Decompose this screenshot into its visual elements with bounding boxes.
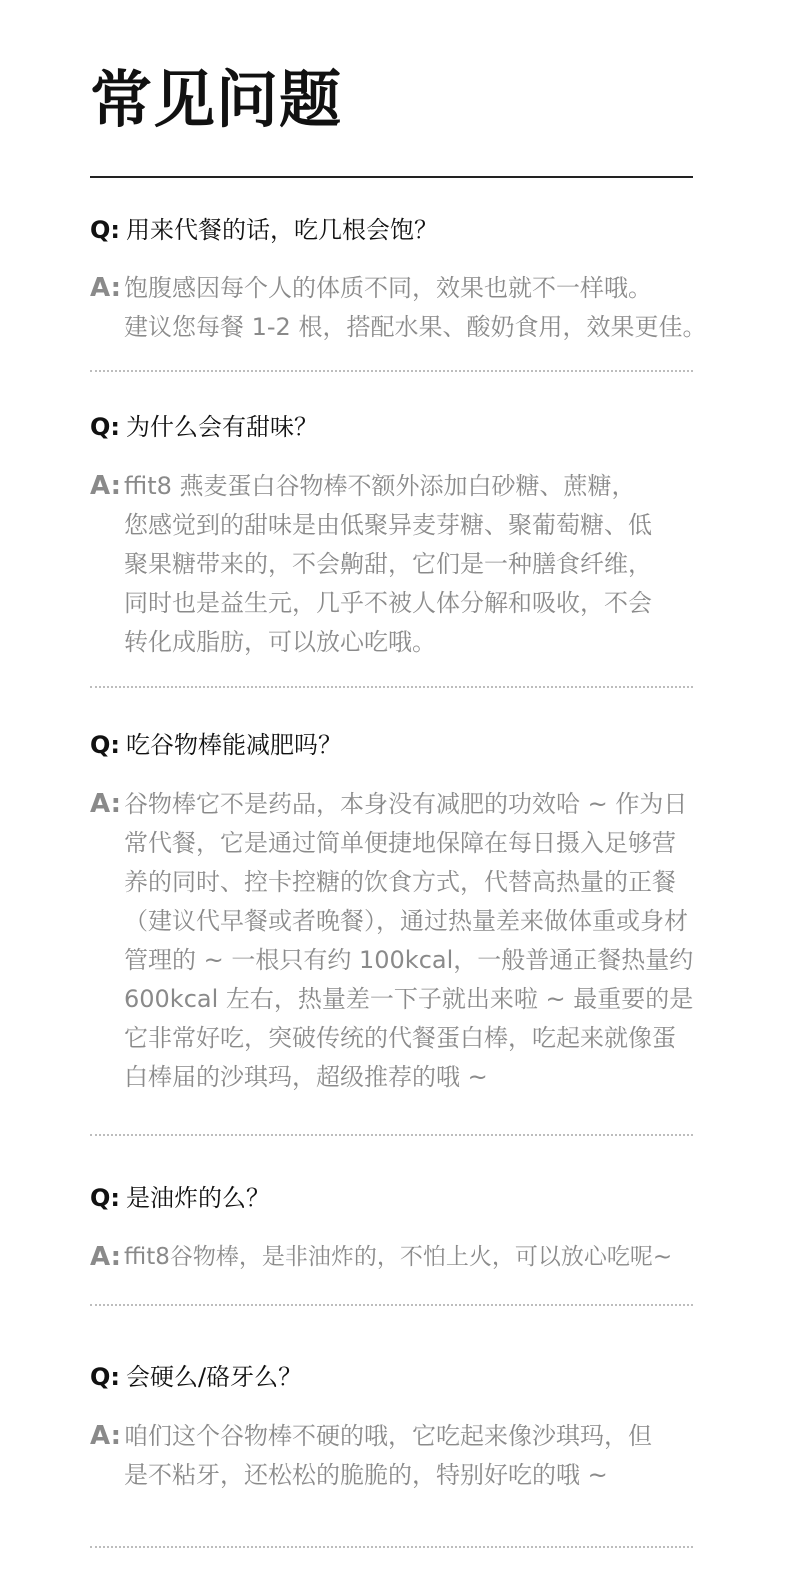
answer-prefix: A: bbox=[90, 471, 122, 501]
answer-line: 白棒届的沙琪玛，超级推荐的哦 ~ bbox=[124, 1063, 488, 1091]
answer-line: 咱们这个谷物棒不硬的哦，它吃起来像沙琪玛，但 bbox=[124, 1422, 652, 1450]
question-prefix: Q: bbox=[90, 216, 120, 244]
question-row bbox=[90, 409, 318, 445]
title-underline bbox=[90, 176, 693, 178]
question-row bbox=[90, 1180, 270, 1216]
answer-line: ffit8谷物棒，是非油炸的，不怕上火，可以放心吃呢~ bbox=[124, 1244, 673, 1270]
answer-line: （建议代早餐或者晚餐），通过热量差来做体重或身材 bbox=[124, 907, 688, 935]
answer-prefix: A: bbox=[90, 273, 122, 303]
answer-line: 聚果糖带来的，不会齁甜，它们是一种膳食纤维， bbox=[124, 550, 652, 578]
answer-block bbox=[90, 1417, 705, 1495]
question-row bbox=[90, 1359, 302, 1395]
answer-block bbox=[90, 269, 705, 347]
answer-prefix: A: bbox=[90, 1242, 122, 1272]
answer-line: 转化成脂肪，可以放心吃哦。 bbox=[124, 628, 436, 656]
answer-line: 是不粘牙，还松松的脆脆的，特别好吃的哦 ~ bbox=[124, 1461, 608, 1489]
question-prefix: Q: bbox=[90, 1363, 120, 1391]
answer-prefix: A: bbox=[90, 789, 122, 819]
dotted-divider bbox=[90, 1304, 693, 1306]
answer-block bbox=[90, 1238, 705, 1277]
question-prefix: Q: bbox=[90, 1184, 120, 1212]
dotted-divider bbox=[90, 370, 693, 372]
answer-line: ffit8 燕麦蛋白谷物棒不额外添加白砂糖、蔗糖， bbox=[124, 472, 636, 500]
question-text: 用来代餐的话，吃几根会饱？ bbox=[126, 216, 438, 244]
answer-prefix: A: bbox=[90, 1421, 122, 1451]
answer-line: 养的同时、控卡控糖的饮食方式，代替高热量的正餐 bbox=[124, 868, 676, 896]
question-prefix: Q: bbox=[90, 413, 120, 441]
answer-block bbox=[90, 785, 705, 1097]
answer-line: 建议您每餐 1-2 根，搭配水果、酸奶食用，效果更佳。 bbox=[124, 313, 707, 341]
question-text: 吃谷物棒能减肥吗？ bbox=[126, 731, 342, 759]
question-row bbox=[90, 212, 438, 248]
answer-line: 同时也是益生元，几乎不被人体分解和吸收，不会 bbox=[124, 589, 652, 617]
dotted-divider bbox=[90, 1134, 693, 1136]
answer-line: 您感觉到的甜味是由低聚异麦芽糖、聚葡萄糖、低 bbox=[124, 511, 652, 539]
answer-line: 600kcal 左右，热量差一下子就出来啦 ~ 最重要的是 bbox=[124, 985, 694, 1013]
dotted-divider bbox=[90, 686, 693, 688]
answer-line: 管理的 ~ 一根只有约 100kcal，一般普通正餐热量约 bbox=[124, 946, 694, 974]
question-text: 会硬么/硌牙么？ bbox=[126, 1363, 303, 1391]
answer-line: 饱腹感因每个人的体质不同，效果也就不一样哦。 bbox=[124, 274, 652, 302]
question-text: 为什么会有甜味？ bbox=[126, 413, 318, 441]
answer-block bbox=[90, 467, 705, 662]
answer-line: 常代餐，它是通过简单便捷地保障在每日摄入足够营 bbox=[124, 829, 676, 857]
question-row bbox=[90, 727, 342, 763]
answer-line: 谷物棒它不是药品，本身没有减肥的功效哈 ~ 作为日 bbox=[124, 790, 688, 818]
dotted-divider bbox=[90, 1546, 693, 1548]
question-text: 是油炸的么？ bbox=[126, 1184, 270, 1212]
answer-line: 它非常好吃，突破传统的代餐蛋白棒，吃起来就像蛋 bbox=[124, 1024, 676, 1052]
page-title: 常见问题 bbox=[90, 63, 343, 136]
question-prefix: Q: bbox=[90, 731, 120, 759]
